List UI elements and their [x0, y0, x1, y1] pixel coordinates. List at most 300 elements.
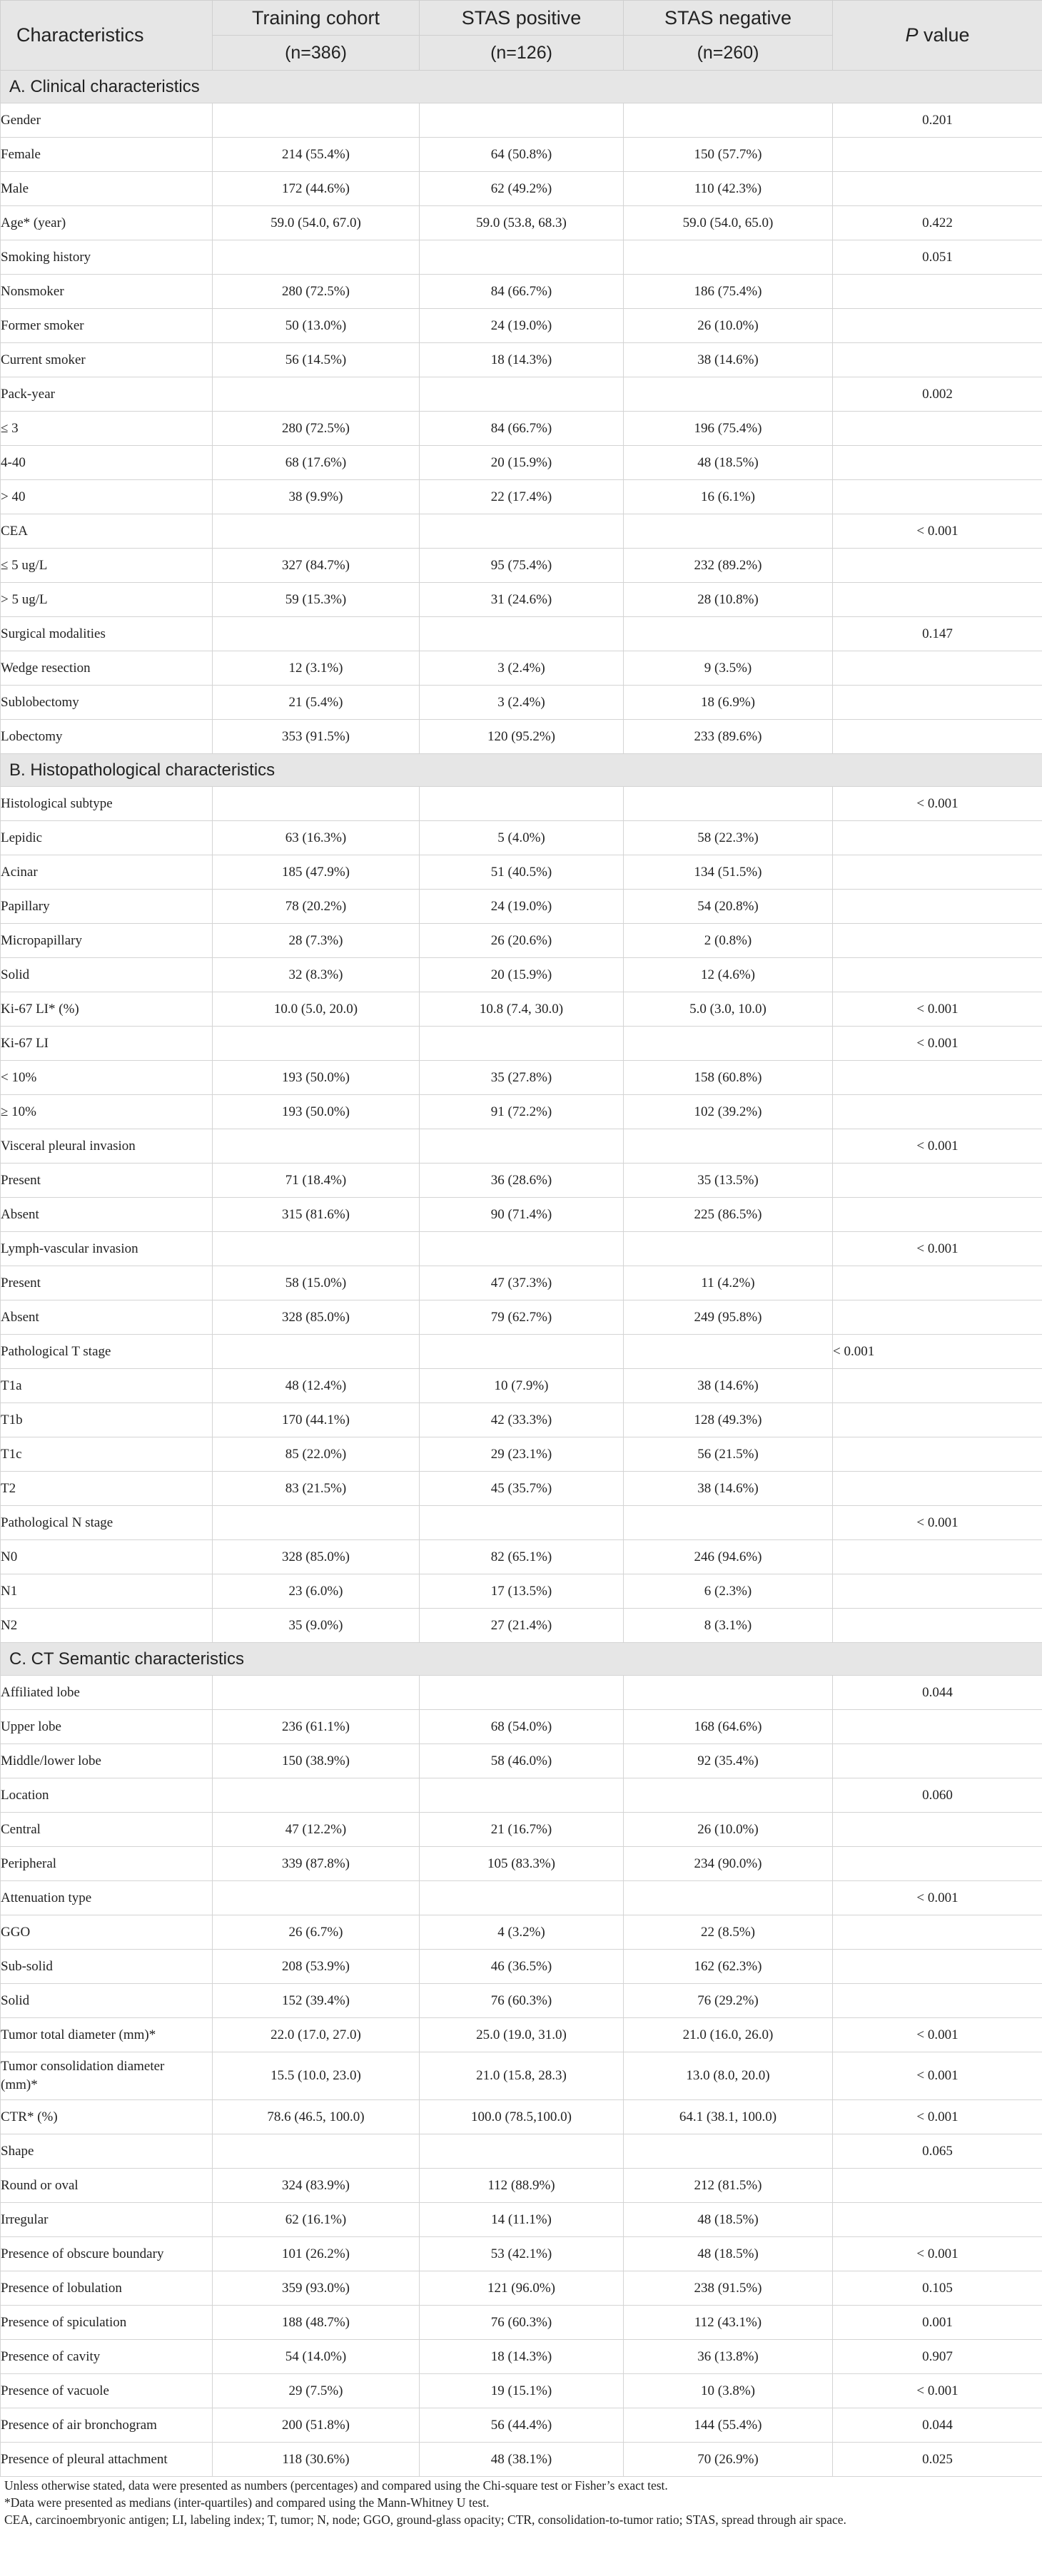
stas-positive-value [420, 1027, 624, 1061]
training-cohort-value: 172 (44.6%) [213, 172, 420, 206]
stas-positive-value [420, 787, 624, 821]
characteristic-label: Female [1, 138, 213, 172]
training-cohort-value [213, 1027, 420, 1061]
stas-negative-value: 26 (10.0%) [624, 309, 833, 343]
stas-positive-value: 76 (60.3%) [420, 2306, 624, 2340]
characteristic-label: Male [1, 172, 213, 206]
stas-negative-value: 58 (22.3%) [624, 821, 833, 855]
characteristic-label: Ki-67 LI [1, 1027, 213, 1061]
stas-positive-value: 105 (83.3%) [420, 1847, 624, 1881]
stas-positive-value: 18 (14.3%) [420, 2340, 624, 2374]
stas-negative-value: 162 (62.3%) [624, 1950, 833, 1984]
stas-positive-value: 79 (62.7%) [420, 1300, 624, 1335]
stas-negative-value: 38 (14.6%) [624, 1369, 833, 1403]
characteristic-label: Peripheral [1, 1847, 213, 1881]
characteristic-row [1, 2100, 1042, 2134]
p-value [833, 1984, 1042, 2018]
stas-negative-value [624, 377, 833, 412]
characteristic-label: Smoking history [1, 240, 213, 275]
characteristic-label: 4-40 [1, 446, 213, 480]
training-cohort-value [213, 103, 420, 138]
characteristic-label: Tumor total diameter (mm)* [1, 2018, 213, 2052]
subcategory-row [1, 1164, 1042, 1198]
characteristic-label [1, 2052, 213, 2100]
p-value [833, 1095, 1042, 1129]
training-cohort-value: 327 (84.7%) [213, 549, 420, 583]
training-cohort-value: 58 (15.0%) [213, 1266, 420, 1300]
characteristic-label: T2 [1, 1472, 213, 1506]
stas-negative-value: 102 (39.2%) [624, 1095, 833, 1129]
training-cohort-value: 83 (21.5%) [213, 1472, 420, 1506]
p-value: 0.025 [833, 2443, 1042, 2477]
p-value: < 0.001 [833, 1027, 1042, 1061]
training-cohort-value: 280 (72.5%) [213, 412, 420, 446]
characteristic-label: Presence of air bronchogram [1, 2408, 213, 2443]
training-cohort-value [213, 377, 420, 412]
stas-negative-value: 112 (43.1%) [624, 2306, 833, 2340]
stas-negative-value: 238 (91.5%) [624, 2271, 833, 2306]
characteristic-label: Presence of vacuole [1, 2374, 213, 2408]
training-cohort-value: 23 (6.0%) [213, 1574, 420, 1609]
training-cohort-value: 15.5 (10.0, 23.0) [213, 2052, 420, 2100]
characteristic-label: Present [1, 1266, 213, 1300]
subcategory-row [1, 1061, 1042, 1095]
training-cohort-value [213, 1506, 420, 1540]
characteristic-label: Surgical modalities [1, 617, 213, 651]
stas-positive-value: 64 (50.8%) [420, 138, 624, 172]
stas-positive-value: 36 (28.6%) [420, 1164, 624, 1198]
p-value [833, 855, 1042, 890]
stas-positive-value [420, 617, 624, 651]
stas-negative-value [624, 1027, 833, 1061]
characteristic-label: Lymph-vascular invasion [1, 1232, 213, 1266]
stas-negative-value [624, 617, 833, 651]
stas-negative-value [624, 1129, 833, 1164]
subcategory-row [1, 1095, 1042, 1129]
stas-negative-value: 54 (20.8%) [624, 890, 833, 924]
p-value [833, 549, 1042, 583]
p-value: 0.147 [833, 617, 1042, 651]
training-cohort-value: 10.0 (5.0, 20.0) [213, 992, 420, 1027]
subcategory-row [1, 549, 1042, 583]
training-cohort-value: 54 (14.0%) [213, 2340, 420, 2374]
subcategory-row [1, 309, 1042, 343]
stas-negative-value: 150 (57.7%) [624, 138, 833, 172]
stas-negative-value [624, 787, 833, 821]
p-value [833, 1540, 1042, 1574]
stas-negative-value: 38 (14.6%) [624, 343, 833, 377]
training-cohort-value: 188 (48.7%) [213, 2306, 420, 2340]
p-value: < 0.001 [833, 514, 1042, 549]
characteristic-row [1, 787, 1042, 821]
stas-positive-value: 59.0 (53.8, 68.3) [420, 206, 624, 240]
training-cohort-value [213, 617, 420, 651]
training-cohort-value [213, 1335, 420, 1369]
characteristic-label: Papillary [1, 890, 213, 924]
subcategory-row [1, 1540, 1042, 1574]
training-cohort-value: 353 (91.5%) [213, 720, 420, 754]
subcategory-row [1, 1403, 1042, 1437]
subcategory-row [1, 855, 1042, 890]
training-cohort-value: 118 (30.6%) [213, 2443, 420, 2477]
characteristic-label: Absent [1, 1198, 213, 1232]
characteristic-label: CEA [1, 514, 213, 549]
section-header-row [1, 1643, 1042, 1676]
characteristic-label: < 10% [1, 1061, 213, 1095]
characteristic-label: N1 [1, 1574, 213, 1609]
p-value [833, 1164, 1042, 1198]
characteristic-row [1, 2237, 1042, 2271]
p-value [833, 1437, 1042, 1472]
section-title: B. Histopathological characteristics [1, 754, 1042, 787]
p-value: 0.907 [833, 2340, 1042, 2374]
subcategory-row [1, 1300, 1042, 1335]
subcategory-row [1, 1984, 1042, 2018]
p-value [833, 1609, 1042, 1643]
p-value [833, 275, 1042, 309]
table-body [1, 71, 1042, 2477]
stas-negative-value: 233 (89.6%) [624, 720, 833, 754]
characteristic-row [1, 377, 1042, 412]
stas-positive-value: 51 (40.5%) [420, 855, 624, 890]
p-value [833, 1574, 1042, 1609]
characteristic-label: Absent [1, 1300, 213, 1335]
training-cohort-value: 78 (20.2%) [213, 890, 420, 924]
table-footnotes [0, 2477, 1042, 2528]
p-value: < 0.001 [833, 1881, 1042, 1915]
stas-positive-value: 112 (88.9%) [420, 2169, 624, 2203]
stas-negative-value: 246 (94.6%) [624, 1540, 833, 1574]
stas-positive-value [420, 1232, 624, 1266]
subcategory-row [1, 1437, 1042, 1472]
training-cohort-value [213, 1778, 420, 1813]
p-value: 0.060 [833, 1778, 1042, 1813]
header-stas-positive: STAS positive [420, 1, 624, 36]
training-cohort-value: 193 (50.0%) [213, 1095, 420, 1129]
characteristic-label: Gender [1, 103, 213, 138]
training-cohort-value: 47 (12.2%) [213, 1813, 420, 1847]
stas-positive-value: 19 (15.1%) [420, 2374, 624, 2408]
stas-positive-value: 21.0 (15.8, 28.3) [420, 2052, 624, 2100]
training-cohort-value: 200 (51.8%) [213, 2408, 420, 2443]
training-cohort-value: 185 (47.9%) [213, 855, 420, 890]
characteristic-row [1, 2408, 1042, 2443]
stas-negative-value [624, 514, 833, 549]
stas-negative-value: 35 (13.5%) [624, 1164, 833, 1198]
p-value [833, 138, 1042, 172]
training-cohort-value: 71 (18.4%) [213, 1164, 420, 1198]
characteristic-label: ≤ 5 ug/L [1, 549, 213, 583]
characteristic-label: Solid [1, 958, 213, 992]
header-p-rest: value [918, 24, 970, 46]
stas-positive-value: 53 (42.1%) [420, 2237, 624, 2271]
stas-positive-value: 25.0 (19.0, 31.0) [420, 2018, 624, 2052]
subcategory-row [1, 1609, 1042, 1643]
p-value [833, 1950, 1042, 1984]
stas-negative-value: 64.1 (38.1, 100.0) [624, 2100, 833, 2134]
characteristic-row [1, 1027, 1042, 1061]
header-training-n: (n=386) [213, 36, 420, 71]
characteristic-row [1, 2134, 1042, 2169]
subcategory-row [1, 821, 1042, 855]
p-value [833, 651, 1042, 686]
p-value: < 0.001 [833, 1506, 1042, 1540]
characteristic-label: Shape [1, 2134, 213, 2169]
characteristic-row [1, 1778, 1042, 1813]
training-cohort-value: 85 (22.0%) [213, 1437, 420, 1472]
p-value [833, 343, 1042, 377]
subcategory-row [1, 412, 1042, 446]
stas-positive-value: 84 (66.7%) [420, 275, 624, 309]
stas-positive-value [420, 2134, 624, 2169]
subcategory-row [1, 2203, 1042, 2237]
subcategory-row [1, 343, 1042, 377]
stas-negative-value: 9 (3.5%) [624, 651, 833, 686]
training-cohort-value: 12 (3.1%) [213, 651, 420, 686]
characteristic-label: Presence of lobulation [1, 2271, 213, 2306]
header-stas-negative: STAS negative [624, 1, 833, 36]
p-value: 0.044 [833, 1676, 1042, 1710]
training-cohort-value: 339 (87.8%) [213, 1847, 420, 1881]
characteristic-label: Nonsmoker [1, 275, 213, 309]
characteristic-label: Presence of pleural attachment [1, 2443, 213, 2477]
characteristic-label: Irregular [1, 2203, 213, 2237]
stas-positive-value: 14 (11.1%) [420, 2203, 624, 2237]
training-cohort-value [213, 1129, 420, 1164]
stas-negative-value: 158 (60.8%) [624, 1061, 833, 1095]
training-cohort-value: 193 (50.0%) [213, 1061, 420, 1095]
stas-negative-value: 134 (51.5%) [624, 855, 833, 890]
stas-negative-value: 168 (64.6%) [624, 1710, 833, 1744]
stas-negative-value: 48 (18.5%) [624, 2203, 833, 2237]
stas-positive-value: 45 (35.7%) [420, 1472, 624, 1506]
training-cohort-value: 56 (14.5%) [213, 343, 420, 377]
p-value [833, 1710, 1042, 1744]
stas-positive-value [420, 1335, 624, 1369]
training-cohort-value: 328 (85.0%) [213, 1540, 420, 1574]
characteristic-label: Presence of obscure boundary [1, 2237, 213, 2271]
section-header-row [1, 71, 1042, 103]
stas-negative-value [624, 2134, 833, 2169]
stas-positive-value: 76 (60.3%) [420, 1984, 624, 2018]
training-cohort-value: 101 (26.2%) [213, 2237, 420, 2271]
characteristic-label: Location [1, 1778, 213, 1813]
p-value: < 0.001 [833, 1232, 1042, 1266]
characteristic-label: Current smoker [1, 343, 213, 377]
subcategory-row [1, 1744, 1042, 1778]
stas-negative-value: 13.0 (8.0, 20.0) [624, 2052, 833, 2100]
stas-positive-value: 29 (23.1%) [420, 1437, 624, 1472]
subcategory-row [1, 651, 1042, 686]
stas-negative-value: 11 (4.2%) [624, 1266, 833, 1300]
stas-positive-value [420, 514, 624, 549]
subcategory-row [1, 275, 1042, 309]
stas-negative-value [624, 1881, 833, 1915]
training-cohort-value: 170 (44.1%) [213, 1403, 420, 1437]
characteristic-label: Presence of cavity [1, 2340, 213, 2374]
stas-positive-value: 56 (44.4%) [420, 2408, 624, 2443]
stas-negative-value: 12 (4.6%) [624, 958, 833, 992]
characteristic-row [1, 1335, 1042, 1369]
training-cohort-value: 150 (38.9%) [213, 1744, 420, 1778]
training-cohort-value: 324 (83.9%) [213, 2169, 420, 2203]
stas-positive-value: 24 (19.0%) [420, 309, 624, 343]
subcategory-row [1, 958, 1042, 992]
stas-negative-value: 28 (10.8%) [624, 583, 833, 617]
characteristic-label: N2 [1, 1609, 213, 1643]
stas-positive-value: 35 (27.8%) [420, 1061, 624, 1095]
characteristic-label: N0 [1, 1540, 213, 1574]
characteristic-row [1, 2374, 1042, 2408]
stas-negative-value: 10 (3.8%) [624, 2374, 833, 2408]
subcategory-row [1, 172, 1042, 206]
characteristic-row [1, 240, 1042, 275]
subcategory-row [1, 924, 1042, 958]
stas-negative-value: 212 (81.5%) [624, 2169, 833, 2203]
p-value: < 0.001 [833, 2018, 1042, 2052]
subcategory-row [1, 1574, 1042, 1609]
subcategory-row [1, 1813, 1042, 1847]
section-header-row [1, 754, 1042, 787]
stas-positive-value [420, 240, 624, 275]
p-value [833, 583, 1042, 617]
subcategory-row [1, 446, 1042, 480]
stas-negative-value: 6 (2.3%) [624, 1574, 833, 1609]
subcategory-row [1, 2169, 1042, 2203]
p-value [833, 172, 1042, 206]
characteristic-label: T1c [1, 1437, 213, 1472]
subcategory-row [1, 1198, 1042, 1232]
characteristic-row [1, 1881, 1042, 1915]
stas-positive-value: 91 (72.2%) [420, 1095, 624, 1129]
stas-positive-value [420, 103, 624, 138]
training-cohort-value: 359 (93.0%) [213, 2271, 420, 2306]
p-value: 0.001 [833, 2306, 1042, 2340]
stas-positive-value [420, 1881, 624, 1915]
characteristic-label: Former smoker [1, 309, 213, 343]
characteristic-label: Wedge resection [1, 651, 213, 686]
characteristic-label: Lobectomy [1, 720, 213, 754]
stas-positive-value: 18 (14.3%) [420, 343, 624, 377]
stas-negative-value: 196 (75.4%) [624, 412, 833, 446]
p-value [833, 1369, 1042, 1403]
characteristic-label: Acinar [1, 855, 213, 890]
subcategory-row [1, 686, 1042, 720]
training-cohort-value [213, 1881, 420, 1915]
stas-positive-value: 3 (2.4%) [420, 686, 624, 720]
stas-negative-value: 225 (86.5%) [624, 1198, 833, 1232]
stas-negative-value: 16 (6.1%) [624, 480, 833, 514]
characteristic-label: Upper lobe [1, 1710, 213, 1744]
stas-positive-value: 95 (75.4%) [420, 549, 624, 583]
characteristic-label: Attenuation type [1, 1881, 213, 1915]
characteristic-row [1, 2271, 1042, 2306]
p-value [833, 1403, 1042, 1437]
stas-positive-value: 46 (36.5%) [420, 1950, 624, 1984]
p-value [833, 1847, 1042, 1881]
characteristic-row [1, 1129, 1042, 1164]
subcategory-row [1, 138, 1042, 172]
training-cohort-value: 50 (13.0%) [213, 309, 420, 343]
stas-positive-value: 21 (16.7%) [420, 1813, 624, 1847]
header-stas-positive-n: (n=126) [420, 36, 624, 71]
training-cohort-value: 214 (55.4%) [213, 138, 420, 172]
stas-negative-value: 38 (14.6%) [624, 1472, 833, 1506]
stas-negative-value: 110 (42.3%) [624, 172, 833, 206]
stas-positive-value: 84 (66.7%) [420, 412, 624, 446]
subcategory-row [1, 720, 1042, 754]
stas-negative-value: 36 (13.8%) [624, 2340, 833, 2374]
p-value [833, 821, 1042, 855]
stas-negative-value: 144 (55.4%) [624, 2408, 833, 2443]
characteristic-label: ≤ 3 [1, 412, 213, 446]
characteristic-label: Central [1, 1813, 213, 1847]
characteristic-label: > 5 ug/L [1, 583, 213, 617]
header-p-italic: P [905, 24, 919, 46]
characteristic-label: Ki-67 LI* (%) [1, 992, 213, 1027]
stas-negative-value [624, 103, 833, 138]
p-value [833, 2169, 1042, 2203]
p-value: 0.201 [833, 103, 1042, 138]
training-cohort-value: 22.0 (17.0, 27.0) [213, 2018, 420, 2052]
characteristic-label: Sublobectomy [1, 686, 213, 720]
training-cohort-value [213, 787, 420, 821]
training-cohort-value: 29 (7.5%) [213, 2374, 420, 2408]
p-value [833, 2203, 1042, 2237]
characteristic-label-line-1: Tumor consolidation diameter [1, 2059, 165, 2074]
p-value [833, 686, 1042, 720]
training-cohort-value: 48 (12.4%) [213, 1369, 420, 1403]
stas-negative-value: 8 (3.1%) [624, 1609, 833, 1643]
characteristic-row [1, 617, 1042, 651]
stas-positive-value [420, 1506, 624, 1540]
p-value [833, 958, 1042, 992]
stas-negative-value [624, 240, 833, 275]
stas-positive-value: 47 (37.3%) [420, 1266, 624, 1300]
characteristic-row [1, 103, 1042, 138]
training-cohort-value: 328 (85.0%) [213, 1300, 420, 1335]
characteristic-row [1, 2052, 1042, 2100]
p-value [833, 890, 1042, 924]
subcategory-row [1, 1369, 1042, 1403]
stas-positive-value: 42 (33.3%) [420, 1403, 624, 1437]
p-value [833, 1472, 1042, 1506]
p-value [833, 1266, 1042, 1300]
characteristic-label: Sub-solid [1, 1950, 213, 1984]
p-value [833, 720, 1042, 754]
stas-positive-value: 82 (65.1%) [420, 1540, 624, 1574]
subcategory-row [1, 1950, 1042, 1984]
characteristic-label: Solid [1, 1984, 213, 2018]
section-title: C. CT Semantic characteristics [1, 1643, 1042, 1676]
subcategory-row [1, 1847, 1042, 1881]
stas-positive-value: 100.0 (78.5,100.0) [420, 2100, 624, 2134]
training-cohort-value: 78.6 (46.5, 100.0) [213, 2100, 420, 2134]
stas-positive-value: 20 (15.9%) [420, 958, 624, 992]
characteristic-label: T1a [1, 1369, 213, 1403]
characteristic-label: Lepidic [1, 821, 213, 855]
stas-negative-value: 92 (35.4%) [624, 1744, 833, 1778]
stas-positive-value [420, 1129, 624, 1164]
footnote-abbreviations: CEA, carcinoembryonic antigen; LI, labeling index; T, tumor; N, node; GGO, ground-glass opacity; CTR, consolidation-to-tumor ratio; STAS, spread through air space. [4, 2513, 846, 2527]
characteristic-row [1, 1506, 1042, 1540]
characteristic-row [1, 1676, 1042, 1710]
training-cohort-value: 59.0 (54.0, 67.0) [213, 206, 420, 240]
stas-positive-value [420, 1778, 624, 1813]
p-value: 0.422 [833, 206, 1042, 240]
stas-positive-value: 4 (3.2%) [420, 1915, 624, 1950]
p-value [833, 412, 1042, 446]
